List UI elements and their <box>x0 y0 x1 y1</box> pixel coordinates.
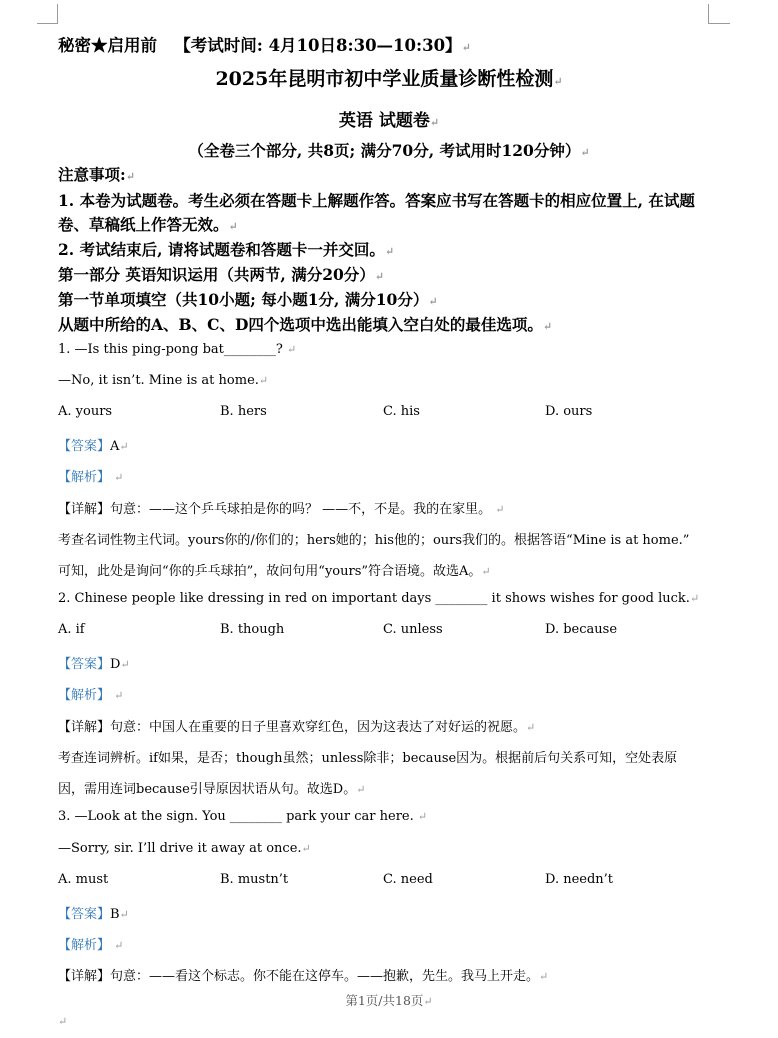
exam-title-line <box>0 64 778 91</box>
q2-option-d: D. because <box>545 622 618 637</box>
page-number: 第1页/共18页 <box>345 993 424 1008</box>
q1-detail: 句意：——这个乒乓球拍是你的吗？ ——不，不是。我的在家里。 <box>110 502 492 517</box>
exam-info-line <box>0 139 778 161</box>
q2-explain-line-2 <box>58 778 738 797</box>
note-item-1-line-1 <box>58 189 738 211</box>
q3-stem-line <box>58 809 738 824</box>
q1-detail-line <box>58 498 738 517</box>
note-item-1-line-2 <box>58 213 738 235</box>
paragraph-mark: ↵ <box>119 908 129 921</box>
paragraph-mark: ↵ <box>286 343 297 356</box>
q1-stem2-line <box>58 373 738 388</box>
q1-stem-reply: —No, it isn’t. Mine is at home. <box>58 373 259 388</box>
paragraph-mark: ↵ <box>481 565 491 578</box>
q2-detail: 句意：中国人在重要的日子里喜欢穿红色，因为这表达了对好运的祝愿。 <box>110 720 527 735</box>
q2-option-b: B. though <box>220 622 285 637</box>
paragraph-mark: ↵ <box>228 220 238 233</box>
paragraph-mark: ↵ <box>258 374 269 387</box>
part1-heading: 第一部分 英语知识运用（共两节, 满分20分） <box>58 265 375 284</box>
q2-stem: 2. Chinese people like dressing in red on important days ________ it shows wishes for good luck. <box>58 591 690 606</box>
paragraph-mark: ↵ <box>542 320 553 333</box>
subject-title: 英语 试题卷 <box>338 111 430 131</box>
crop-mark-right-vertical <box>708 4 709 24</box>
q1-option-d: D. ours <box>545 404 593 419</box>
q2-analysis-line <box>58 684 738 703</box>
q3-stem2-line <box>58 841 738 856</box>
answer-label: 【答案】 <box>58 907 111 922</box>
section1-heading-line <box>58 288 738 310</box>
q2-stem-line <box>58 591 738 606</box>
paragraph-mark: ↵ <box>114 689 124 702</box>
q1-explanation-cont: 可知，此处是询问“你的乒乓球拍”，故问句用“yours”符合语境。故选A。 <box>58 564 482 579</box>
q1-option-a: A. yours <box>58 404 113 419</box>
instruction-line <box>58 313 738 335</box>
q1-analysis-line <box>58 466 738 485</box>
q2-answer-line <box>58 653 738 672</box>
q1-option-c: C. his <box>383 404 420 419</box>
paragraph-mark: ↵ <box>58 1015 68 1028</box>
q3-option-c: C. need <box>383 872 433 887</box>
paragraph-mark: ↵ <box>689 592 700 605</box>
paragraph-mark: ↵ <box>553 75 563 88</box>
note-item-2-line <box>58 238 738 260</box>
paragraph-mark: ↵ <box>580 146 590 159</box>
answer-label: 【答案】 <box>58 657 111 672</box>
paragraph-mark: ↵ <box>301 842 311 855</box>
q1-option-b: B. hers <box>220 404 267 419</box>
subject-line <box>0 106 778 131</box>
paragraph-mark: ↵ <box>119 440 129 453</box>
paragraph-mark: ↵ <box>461 41 471 54</box>
paragraph-mark: ↵ <box>428 295 438 308</box>
q2-option-a: A. if <box>58 622 85 637</box>
paragraph-mark: ↵ <box>374 270 384 283</box>
q3-option-d: D. needn’t <box>545 872 614 887</box>
q1-answer: A <box>110 439 120 454</box>
paragraph-mark: ↵ <box>125 170 135 183</box>
crop-mark-left-horizontal <box>37 23 58 24</box>
q2-detail-line <box>58 716 738 735</box>
notes-heading-line <box>58 163 738 185</box>
q3-analysis-line <box>58 934 738 953</box>
paragraph-mark: ↵ <box>384 245 395 258</box>
header-line <box>58 32 738 56</box>
q3-answer-line <box>58 903 738 922</box>
instruction-text: 从题中所给的A、B、C、D四个选项中选出能填入空白处的最佳选项。 <box>58 315 543 334</box>
q3-stem: 3. —Look at the sign. You ________ park your car here. <box>58 809 414 824</box>
q3-answer: B <box>110 907 120 922</box>
paragraph-mark: ↵ <box>429 116 440 129</box>
analysis-label: 【解析】 <box>58 938 111 953</box>
paragraph-mark: ↵ <box>423 995 433 1008</box>
page-footer <box>0 991 778 1009</box>
q1-explain-line-2 <box>58 560 738 579</box>
detail-label: 【详解】 <box>58 720 111 735</box>
part1-heading-line <box>58 263 738 285</box>
q1-explanation: 考查名词性物主代词。yours你的/你们的；hers她的；his他的；ours我们的。根据答语“Mine is at home.” <box>58 533 690 548</box>
q1-explain-line-1 <box>58 529 738 548</box>
paragraph-mark: ↵ <box>114 939 124 952</box>
paragraph-mark: ↵ <box>356 783 366 796</box>
paragraph-mark: ↵ <box>120 658 130 671</box>
trailing-paragraph-line <box>58 1010 738 1029</box>
paragraph-mark: ↵ <box>495 503 505 516</box>
q1-answer-line <box>58 435 738 454</box>
q2-explanation-cont: 因，需用连词because引导原因状语从句。故选D。 <box>58 782 357 797</box>
note-item-2-text: 2. 考试结束后, 请将试题卷和答题卡一并交回。 <box>58 240 385 259</box>
q3-option-b: B. mustn’t <box>220 872 289 887</box>
confidential-label: 秘密★启用前 <box>58 36 157 55</box>
crop-mark-left-vertical <box>57 4 58 24</box>
q3-detail: 句意：——看这个标志。你不能在这停车。——抱歉，先生。我马上开走。 <box>110 969 540 984</box>
note-item-1-text: 1. 本卷为试题卷。考生必须在答题卡上解题作答。答案应书写在答题卡的相应位置上, 在试题 <box>58 191 695 210</box>
crop-mark-right-horizontal <box>708 23 730 24</box>
q2-answer: D <box>110 657 121 672</box>
paragraph-mark: ↵ <box>417 810 428 823</box>
notes-heading: 注意事项: <box>58 165 126 184</box>
section1-heading: 第一节单项填空（共10小题; 每小题1分, 满分10分） <box>58 290 429 309</box>
q2-explain-line-1 <box>58 747 738 766</box>
q3-stem-reply: —Sorry, sir. I’ll drive it away at once. <box>58 841 302 856</box>
analysis-label: 【解析】 <box>58 470 111 485</box>
analysis-label: 【解析】 <box>58 688 111 703</box>
q3-detail-line <box>58 965 738 984</box>
q3-option-a: A. must <box>58 872 109 887</box>
answer-label: 【答案】 <box>58 439 111 454</box>
note-item-1-text-cont: 卷、草稿纸上作答无效。 <box>58 215 229 234</box>
exam-info: （全卷三个部分, 共8页; 满分70分, 考试用时120分钟） <box>188 141 581 160</box>
paragraph-mark: ↵ <box>114 471 124 484</box>
detail-label: 【详解】 <box>58 502 111 517</box>
paragraph-mark: ↵ <box>539 970 549 983</box>
exam-time: 【考试时间: 4月10日8:30—10:30】 <box>174 36 462 55</box>
paragraph-mark: ↵ <box>526 721 536 734</box>
detail-label: 【详解】 <box>58 969 111 984</box>
q1-stem-line <box>58 342 738 357</box>
exam-title: 2025年昆明市初中学业质量诊断性检测 <box>215 68 554 90</box>
q1-stem: 1. —Is this ping-pong bat________? <box>58 342 283 357</box>
q2-explanation: 考查连词辨析。if如果，是否；though虽然；unless除非；because因为。根据前后句关系可知，空处表原 <box>58 751 678 766</box>
q2-option-c: C. unless <box>383 622 443 637</box>
